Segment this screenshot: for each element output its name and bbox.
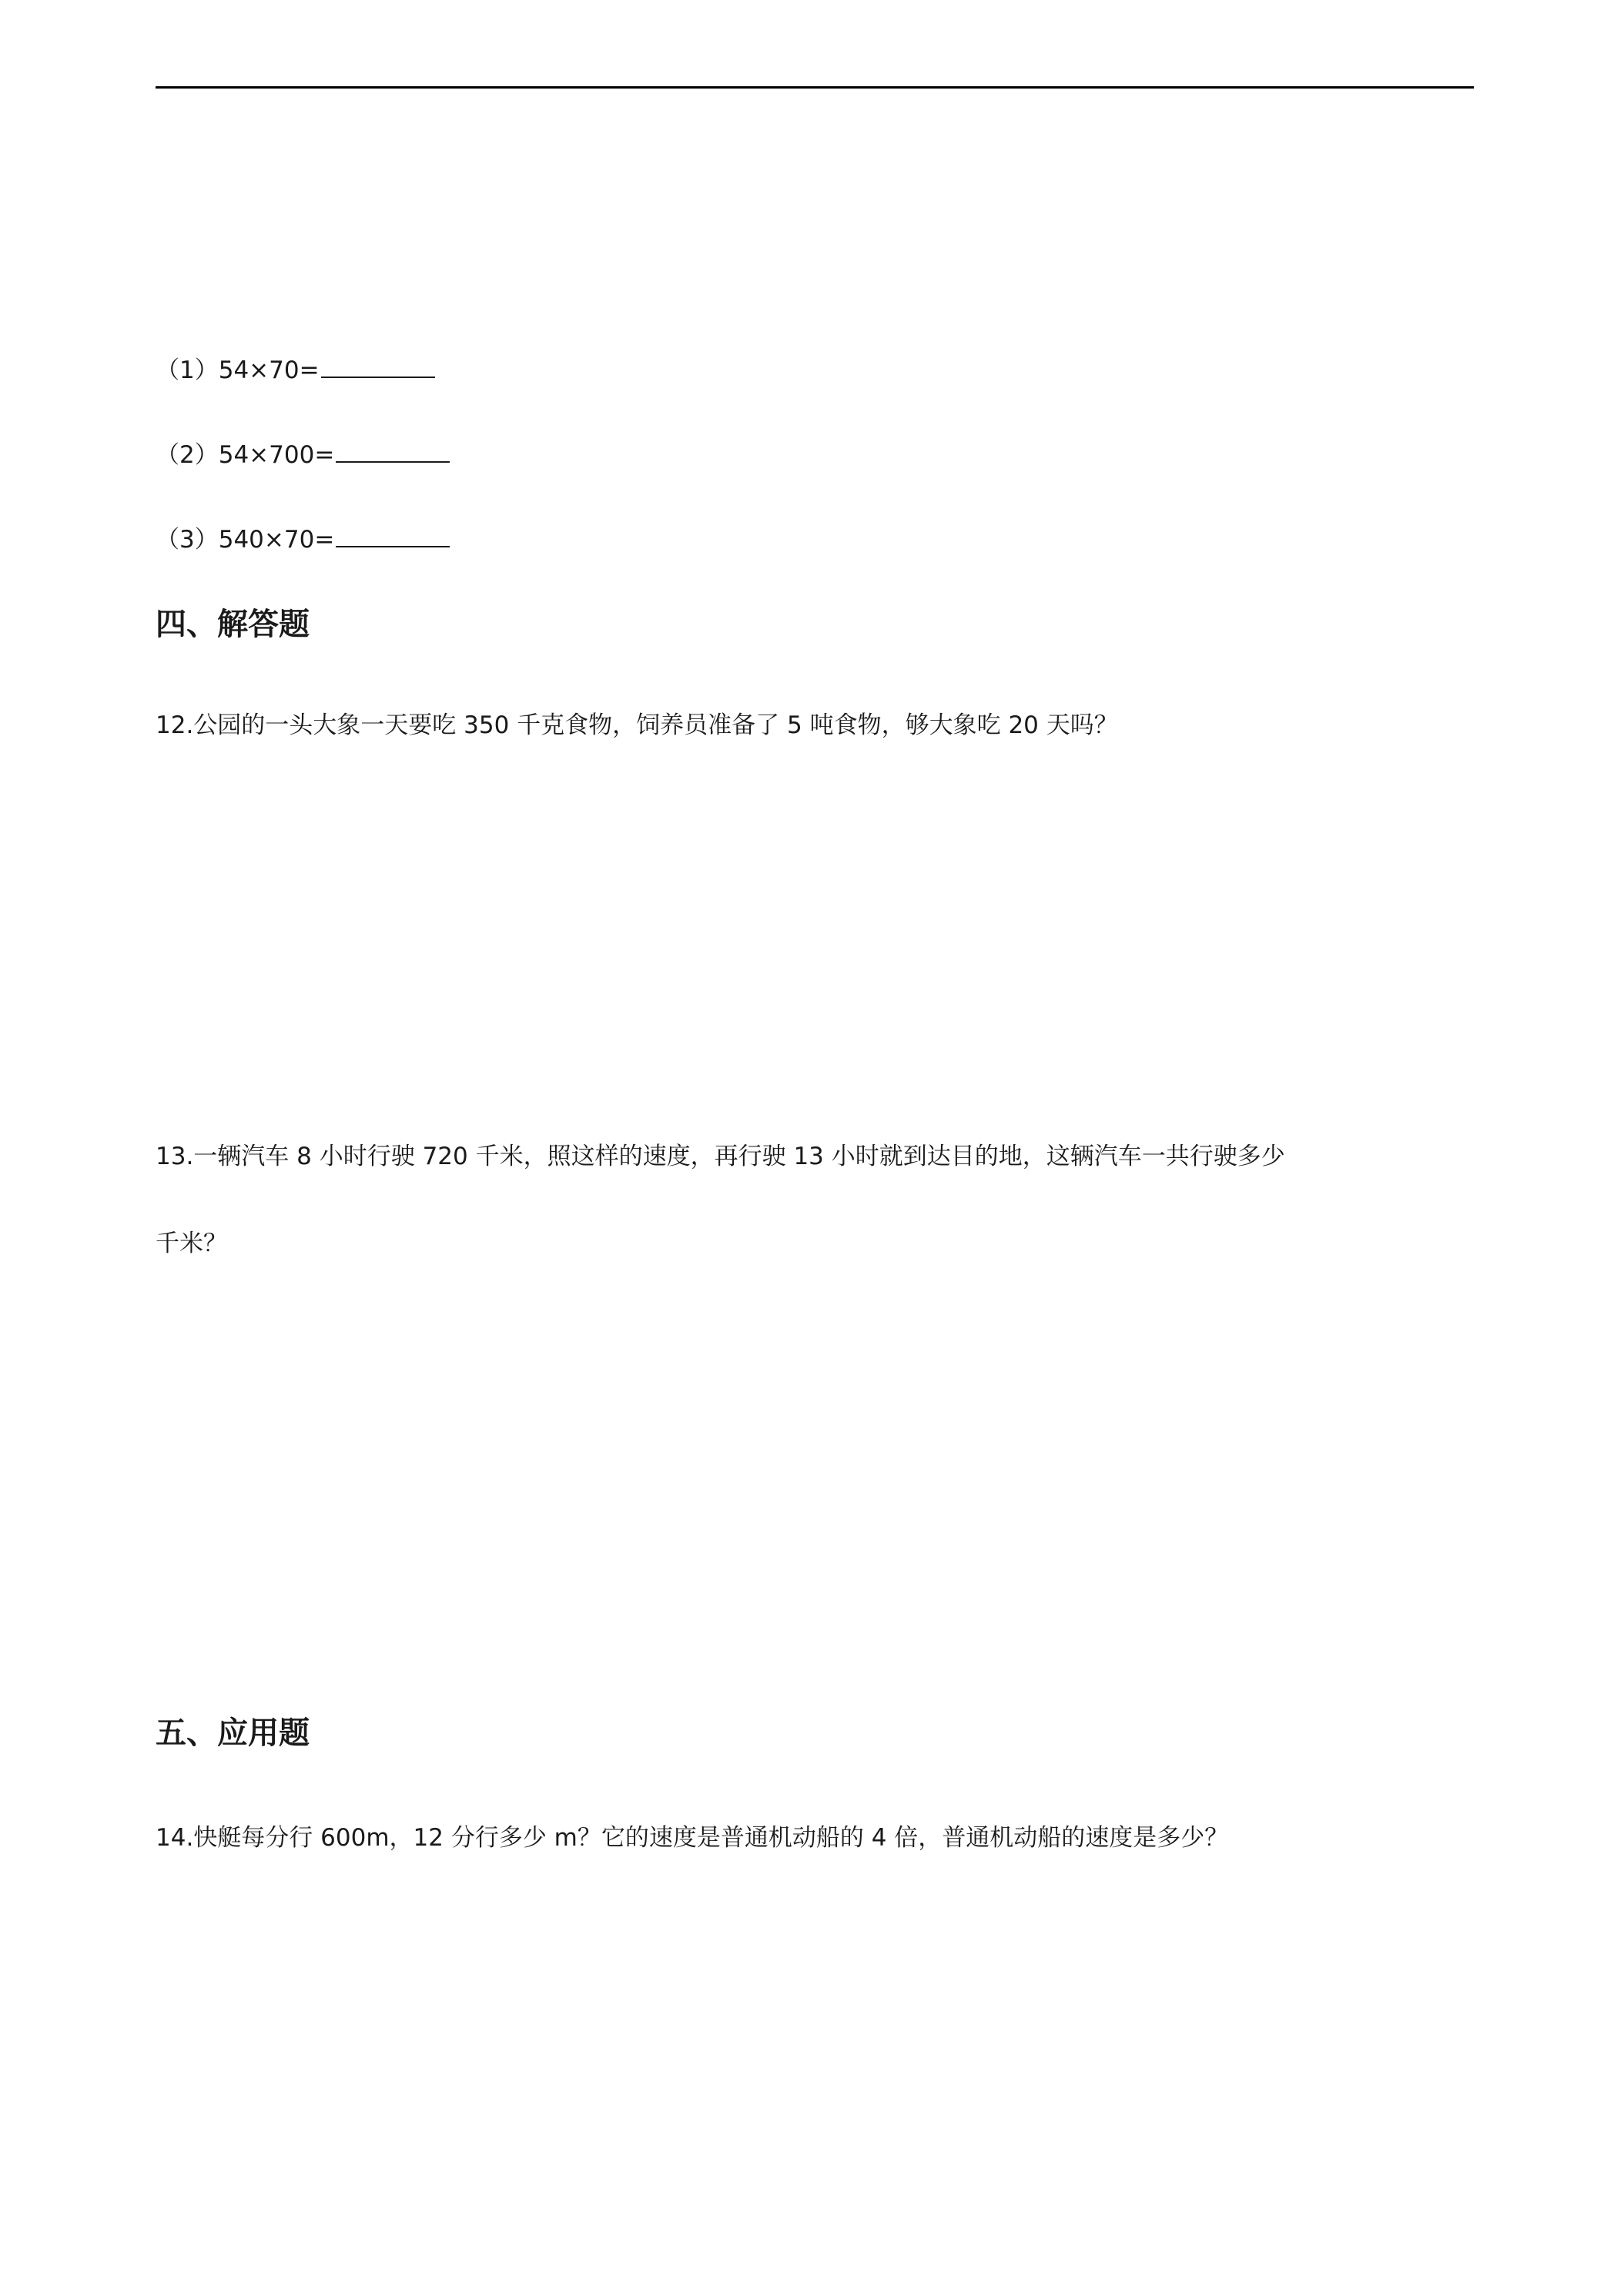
question-13-line-2: 千米？ [156,1230,227,1257]
calc-item-1 [156,355,435,386]
answer-blank-1[interactable] [321,377,435,378]
question-14: 14.快艇每分行 600m，12 分行多少 m？它的速度是普通机动船的 4 倍，普通机动船的速度是多少？ [156,1824,1229,1852]
calc-item-1-text: （1）54×70= [156,356,320,384]
section-4-title: 四、解答题 [156,607,310,642]
calc-item-2 [156,440,450,470]
calc-item-2-text: （2）54×700= [156,441,335,469]
answer-blank-3[interactable] [336,546,450,547]
question-13-line-1: 13.一辆汽车 8 小时行驶 720 千米，照这样的速度，再行驶 13 小时就到达目的地，这辆汽车一共行驶多少 [156,1143,1285,1170]
answer-blank-2[interactable] [336,461,450,463]
calc-item-3 [156,524,450,555]
question-12: 12.公园的一头大象一天要吃 350 千克食物，饲养员准备了 5 吨食物，够大象吃 20 天吗？ [156,711,1118,739]
header-rule [156,86,1474,89]
section-5-title: 五、应用题 [156,1715,310,1751]
calc-item-3-text: （3）540×70= [156,526,335,554]
